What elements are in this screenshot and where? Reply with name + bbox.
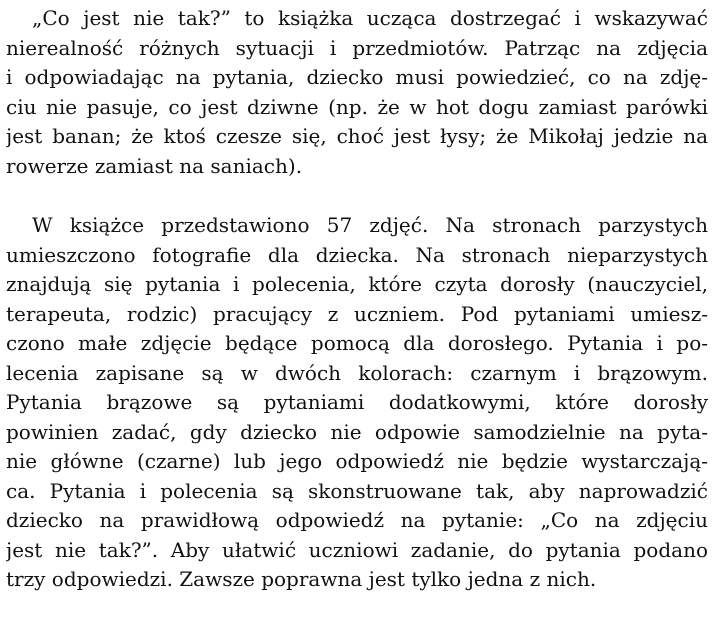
- text-line: nierealność różnych sytuacji i przedmiotów. Patrząc na zdjęcia: [6, 35, 708, 60]
- document-page: [6, 4, 708, 595]
- text-line: rowerze zamiast na saniach).: [6, 153, 303, 178]
- paragraph-1: [6, 4, 708, 181]
- text-line: nie główne (czarne) lub jego odpowiedź nie będzie wystarczają-: [6, 449, 708, 473]
- text-line: „Co jest nie tak?” to książka ucząca dostrzegać i wskazywać: [32, 6, 708, 30]
- text-line: dziecko na prawidłową odpowiedź na pytanie: „Co na zdjęciu: [6, 508, 708, 532]
- text-line: powinien zadać, gdy dziecko nie odpowie samodzielnie na pyta-: [6, 419, 708, 444]
- text-line: ca. Pytania i polecenia są skonstruowane tak, aby naprowadzić: [6, 478, 708, 503]
- text-line: trzy odpowiedzi. Zawsze poprawna jest tylko jedna z nich.: [6, 567, 597, 591]
- text-line: terapeuta, rodzic) pracujący z uczniem. Pod pytaniami umiesz-: [6, 301, 708, 326]
- text-line: i odpowiadając na pytania, dziecko musi powiedzieć, co na zdję-: [6, 65, 708, 89]
- text-line: ciu nie pasuje, co jest dziwne (np. że w hot dogu zamiast parówki: [6, 94, 708, 119]
- text-line: lecenia zapisane są w dwóch kolorach: czarnym i brązowym.: [6, 360, 708, 385]
- text-line: znajdują się pytania i polecenia, które czyta dorosły (nauczyciel,: [6, 272, 708, 296]
- text-line: czono małe zdjęcie będące pomocą dla dorosłego. Pytania i po-: [6, 331, 708, 355]
- text-line: jest banan; że ktoś czesze się, choć jest łysy; że Mikołaj jedzie na: [6, 124, 708, 148]
- text-line: jest nie tak?”. Aby ułatwić uczniowi zadanie, do pytania podano: [6, 537, 708, 562]
- text-line: Pytania brązowe są pytaniami dodatkowymi, które dorosły: [6, 390, 708, 414]
- paragraph-spacer: [6, 181, 708, 211]
- text-line: W książce przedstawiono 57 zdjęć. Na stronach parzystych: [32, 213, 708, 237]
- paragraph-2: [6, 211, 708, 595]
- text-line: umieszczono fotografie dla dziecka. Na stronach nieparzystych: [6, 242, 708, 267]
